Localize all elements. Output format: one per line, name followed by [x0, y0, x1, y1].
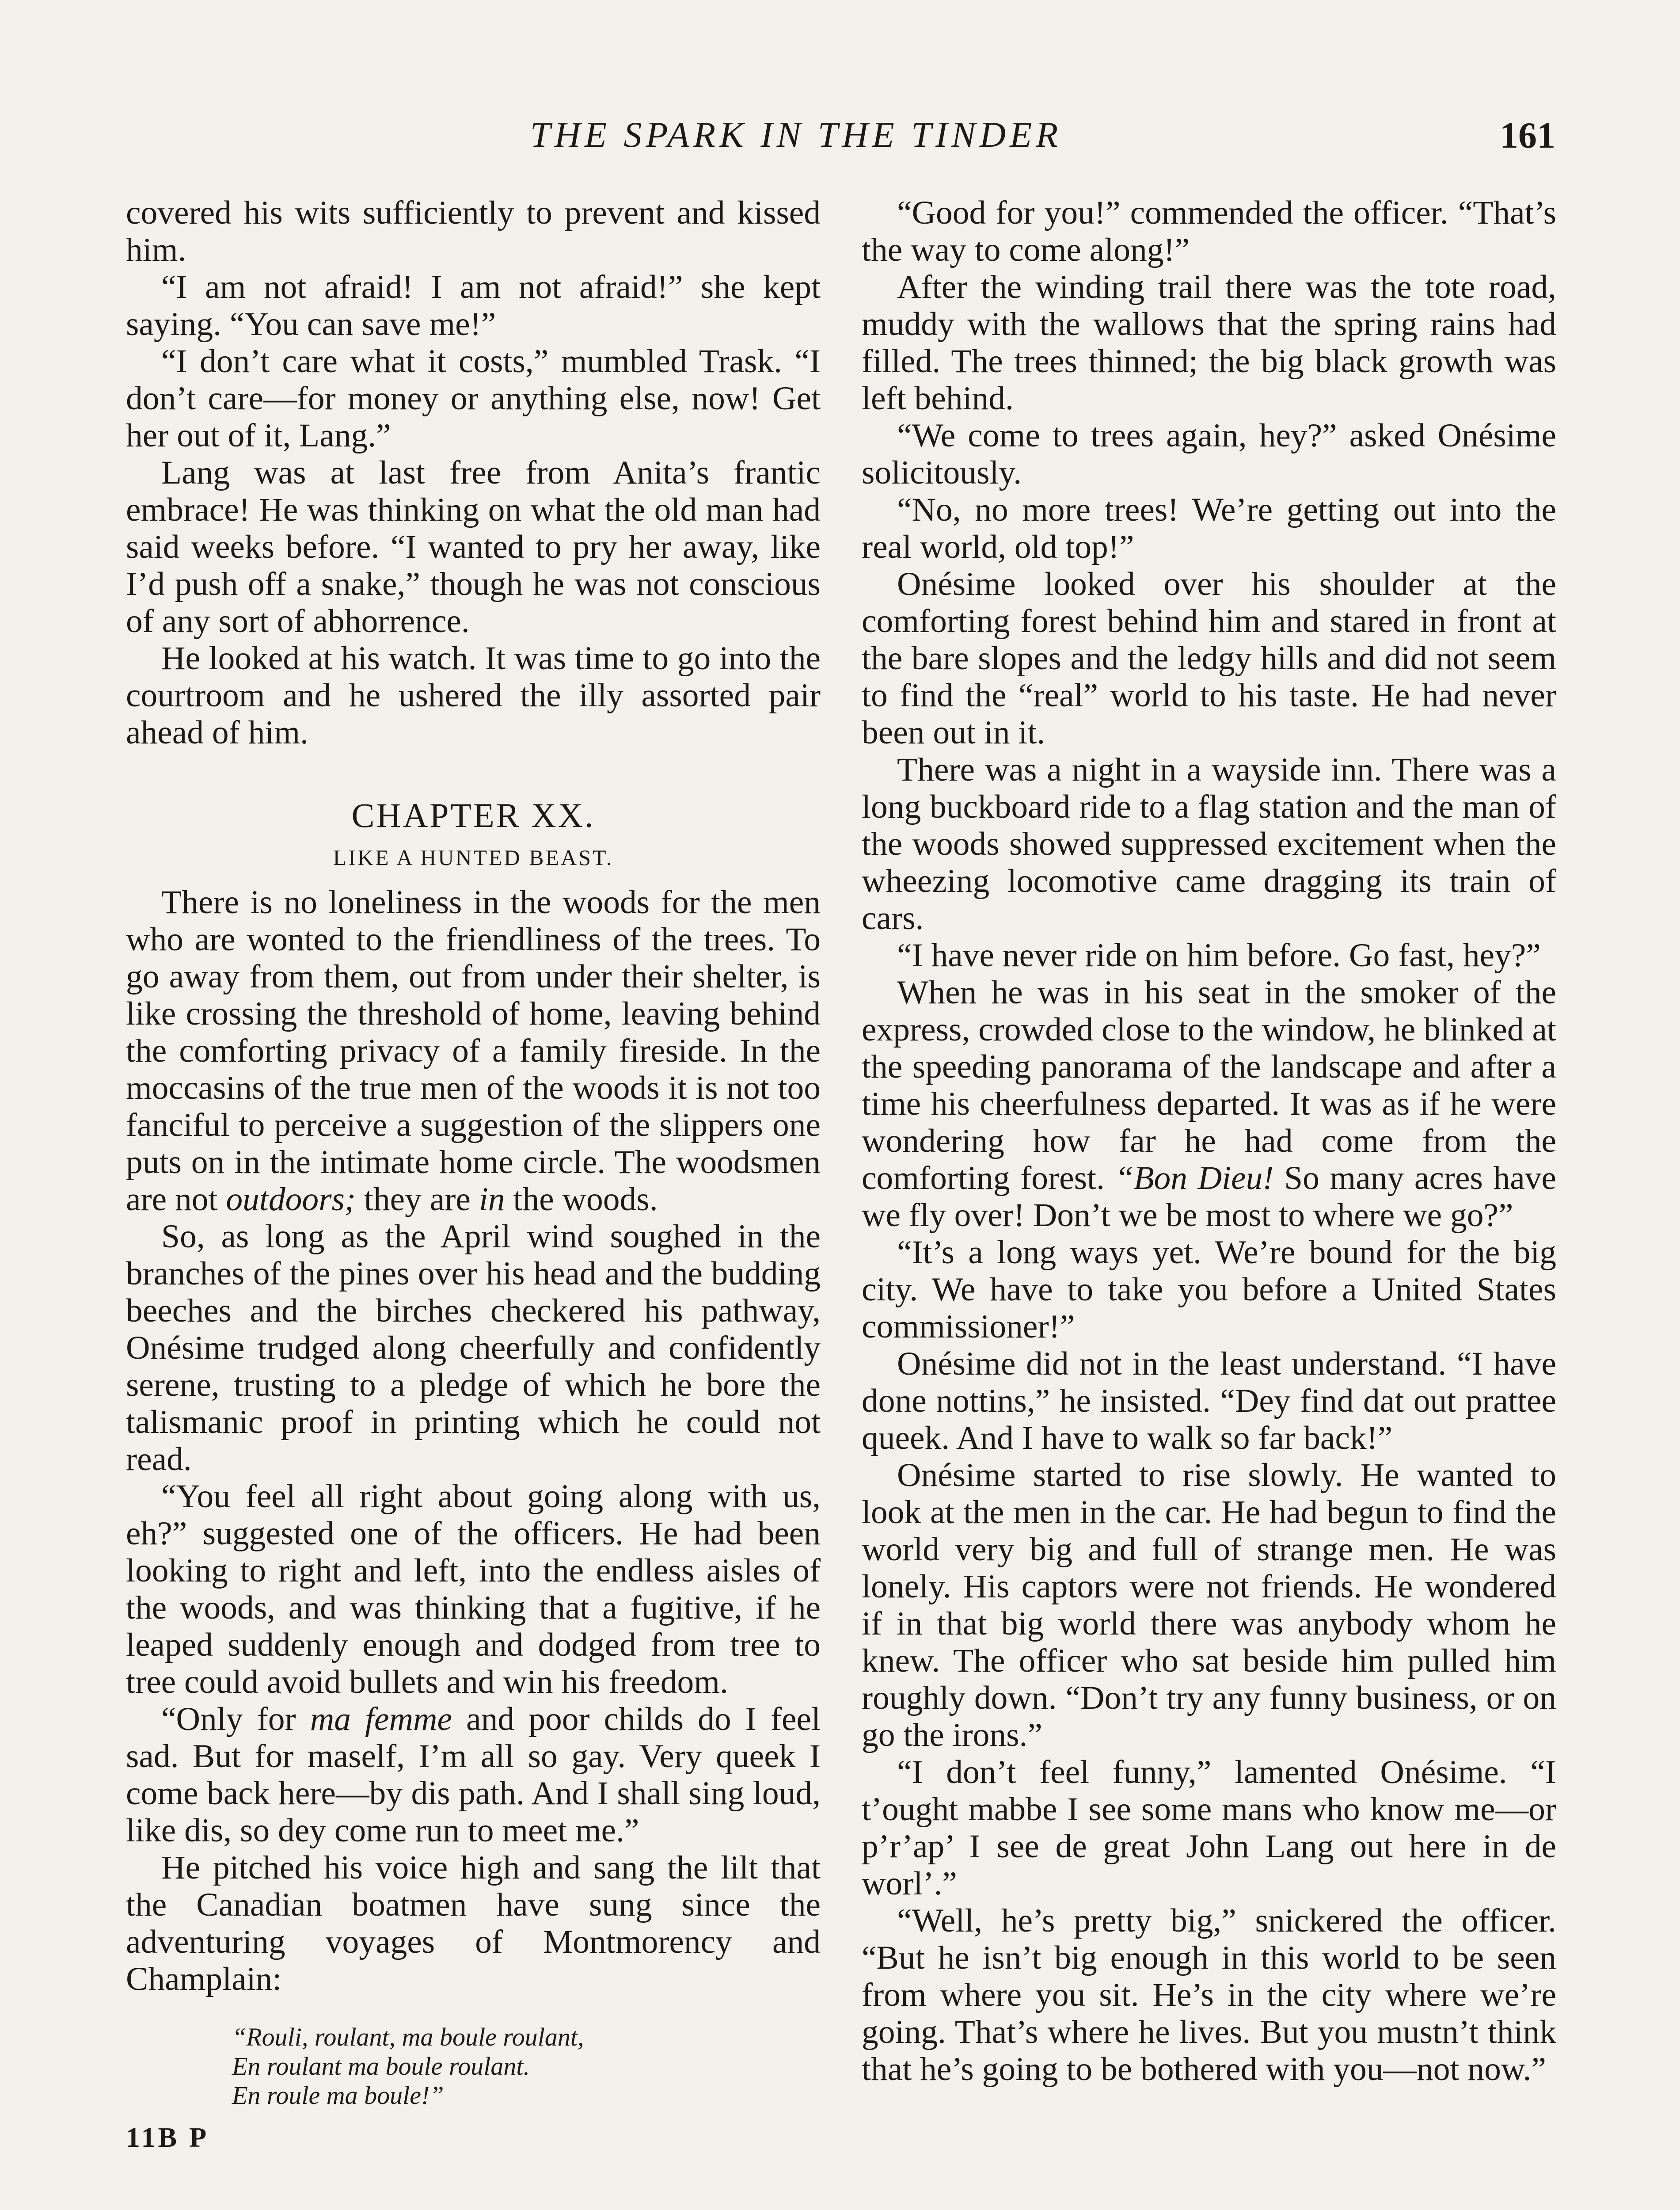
emphasis-text: ma femme [310, 1701, 452, 1738]
paragraph [126, 1701, 821, 1849]
left-column [126, 194, 821, 2156]
chapter-heading [126, 791, 821, 875]
page-header [530, 114, 1555, 171]
paragraph-text: the woods. [505, 1181, 658, 1218]
paragraph-text: they are [356, 1181, 479, 1218]
chapter-title: CHAPTER XX. [351, 796, 595, 834]
paragraph: “No, no more trees! We’re getting out into the real world, old top!” [862, 492, 1556, 565]
paragraph-text: “Only for [161, 1701, 310, 1738]
paragraph: “We come to trees again, hey?” asked Onésime solicitously. [862, 417, 1556, 491]
running-title: THE SPARK IN THE TINDER [530, 114, 1062, 155]
paragraph: Lang was at last free from Anita’s frantic embrace! He was thinking on what the old man had said weeks before. “I wanted to pry her away, like I’d push off a snake,” though he was not conscious of any sort of abhorrence. [126, 454, 821, 640]
paragraph: “It’s a long ways yet. We’re bound for the big city. We have to take you before a United States commissioner!” [862, 1234, 1556, 1345]
paragraph: “I don’t care what it costs,” mumbled Trask. “I don’t care—for money or anything else, now! Get her out of it, Lang.” [126, 343, 821, 454]
paragraph: “I don’t feel funny,” lamented Onésime. “I t’ought mabbe I see some mans who know me—or p’r’ap’ I see de great John Lang out here in de worl’.” [862, 1754, 1556, 1902]
paragraph: “You feel all right about going along with us, eh?” suggested one of the officers. He had been looking to right and left, into the endless aisles of the woods, and was thinking that a fugitive, if he leaped suddenly enough and dodged from tree to tree could avoid bullets and win his freedom. [126, 1478, 821, 1700]
paragraph: So, as long as the April wind soughed in the branches of the pines over his head and the budding beeches and the birches checkered his pathway, Onésime trudged along cheerfully and confidently serene, trusting to a pledge of which he bore the talismanic proof in printing which he could not read. [126, 1218, 821, 1478]
paragraph: “Good for you!” commended the officer. “That’s the way to come along!” [862, 194, 1556, 268]
paragraph: He pitched his voice high and sang the lilt that the Canadian boatmen have sung since the adventuring voyages of Montmorency and Champlain: [126, 1849, 821, 1997]
paragraph-text: and poor childs do I feel sad. But for maself, I’m all so gay. Very queek I come back here—by dis path. And I shall sing loud, like dis, so dey come run to meet me.” [126, 1701, 821, 1849]
paragraph-text: There is no loneliness in the woods for the men who are wonted to the friendliness of the trees. To go away from them, out from under their shelter, is like crossing the threshold of home, leaving behind the comforting privacy of a family fireside. In the moccasins of the true men of the woods it is not too fanciful to perceive a suggestion of the slippers one puts on in the intimate home circle. The woodsmen are not [126, 884, 821, 1218]
paragraph [126, 884, 821, 1218]
paragraph: “I have never ride on him before. Go fast, hey?” [897, 937, 1541, 974]
paragraph: covered his wits sufficiently to prevent and kissed him. [126, 194, 821, 268]
paragraph: There was a night in a wayside inn. There was a long buckboard ride to a flag station and the man of the woods showed suppressed excitement when the wheezing locomotive came dragging its train of cars. [862, 751, 1556, 937]
paragraph: Onésime did not in the least understand. “I have done nottins,” he insisted. “Dey find dat out prattee queek. And I have to walk so far back!” [862, 1345, 1556, 1456]
paragraph-text: When he was in his seat in the smoker of the express, crowded close to the window, he blinked at the speeding panorama of the landscape and after a time his cheerfulness departed. It was as if he were wondering how far he had come from the comforting forest. [862, 974, 1556, 1196]
paragraph-text: So many acres have we fly over! Don’t we be most to where we go?” [862, 1160, 1556, 1234]
paragraph: After the winding trail there was the tote road, muddy with the wallows that the spring rains had filled. The trees thinned; the big black growth was left behind. [862, 269, 1556, 417]
song-line: En roulant ma boule roulant. [232, 2052, 530, 2080]
paragraph: Onésime looked over his shoulder at the comforting forest behind him and stared in front at the bare slopes and the ledgy hills and did not seem to find the “real” world to his taste. He had never been out in it. [862, 566, 1556, 751]
paragraph: He looked at his watch. It was time to go into the courtroom and he ushered the illy assorted pair ahead of him. [126, 640, 821, 751]
paragraph: “I am not afraid! I am not afraid!” she kept saying. “You can save me!” [126, 269, 821, 343]
emphasis-text: in [479, 1181, 505, 1218]
song-verse [232, 2023, 821, 2110]
page-number: 161 [1500, 115, 1555, 156]
song-line: En roule ma boule!” [232, 2081, 444, 2110]
song-line: “Rouli, roulant, ma boule roulant, [232, 2023, 584, 2051]
emphasis-text: outdoors; [226, 1181, 356, 1218]
paragraph: “Well, he’s pretty big,” snickered the officer. “But he isn’t big enough in this world to be seen from where you sit. He’s in the city where we’re going. That’s where he lives. But you mustn’t think that he’s going to be bothered with you—not now.” [862, 1902, 1556, 2088]
right-column [862, 194, 1556, 2088]
emphasis-text: “Bon Dieu! [1115, 1160, 1274, 1196]
paragraph [862, 974, 1556, 1234]
signature-mark: 11B P [126, 2122, 209, 2153]
chapter-subtitle: LIKE A HUNTED BEAST. [333, 845, 614, 870]
paragraph: Onésime started to rise slowly. He wanted to look at the men in the car. He had begun to find the world very big and full of strange men. He was lonely. His captors were not friends. He wondered if in that big world there was anybody whom he knew. The officer who sat beside him pulled him roughly down. “Don’t try any funny business, or on go the irons.” [862, 1457, 1556, 1753]
